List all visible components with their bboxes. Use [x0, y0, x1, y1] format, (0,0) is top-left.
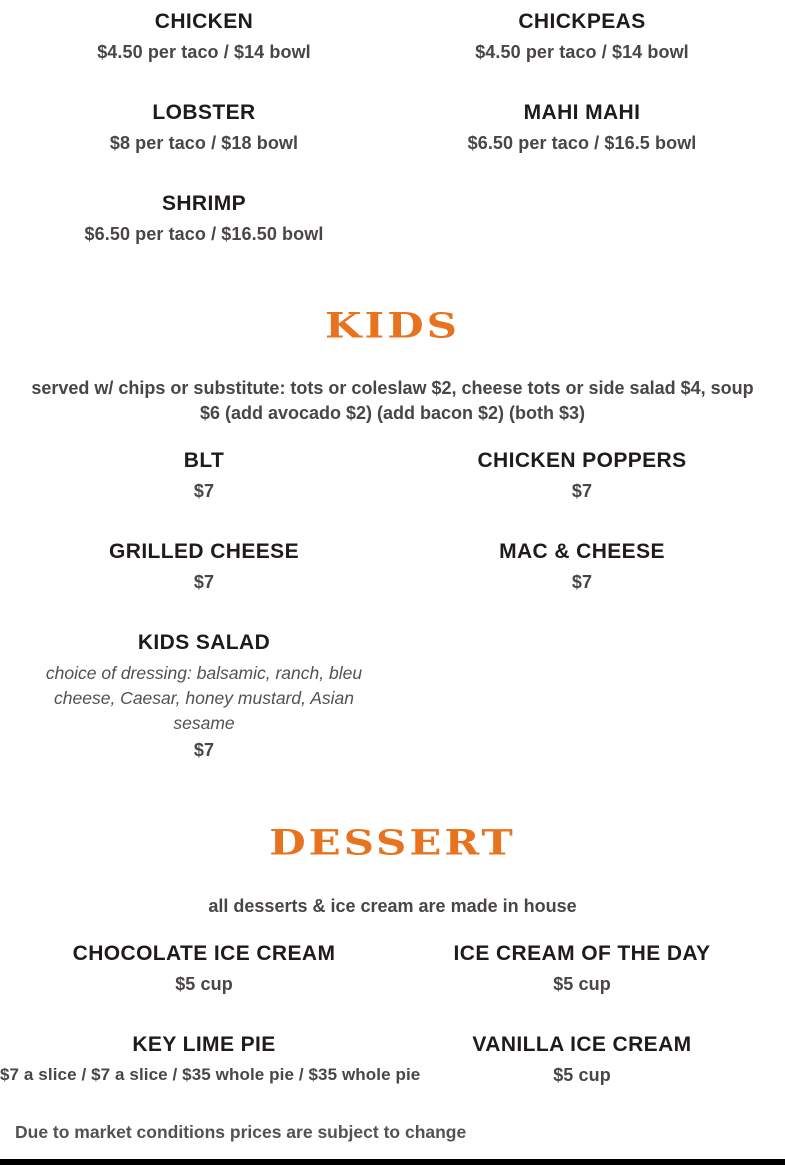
- item-price: $7: [193, 740, 215, 760]
- item-name: MAC & CHEESE: [499, 540, 665, 563]
- item-price: $5 cup: [553, 974, 611, 994]
- item-price: $4.50 per taco / $14 bowl: [475, 42, 689, 62]
- item-name: LOBSTER: [152, 101, 256, 124]
- menu-item-key-lime-pie: [0, 1033, 421, 1086]
- menu-item-grilled-cheese: [0, 540, 408, 593]
- item-price: $8 per taco / $18 bowl: [109, 133, 299, 153]
- item-name: SHRIMP: [161, 192, 247, 215]
- item-price: $7: [193, 481, 215, 501]
- section-title-dessert: DESSERT: [269, 822, 516, 863]
- menu-item-mahi-mahi: [393, 101, 771, 154]
- item-price: $4.50 per taco / $14 bowl: [97, 42, 311, 62]
- item-price: $5 cup: [175, 974, 233, 994]
- item-price: $7: [571, 481, 593, 501]
- menu-item-chickpeas: [393, 10, 771, 63]
- item-description: choice of dressing: balsamic, ranch, bleu cheese, Caesar, honey mustard, Asian sesame: [45, 663, 363, 733]
- item-name: KIDS SALAD: [137, 631, 271, 654]
- menu-item-chicken-poppers: [393, 449, 771, 502]
- section-note-dessert: all desserts & ice cream are made in house: [208, 896, 577, 916]
- menu-item-lobster: [0, 101, 408, 154]
- item-name: CHOCOLATE ICE CREAM: [72, 942, 336, 965]
- menu-item-shrimp: [0, 192, 408, 245]
- item-name: MAHI MAHI: [523, 101, 641, 124]
- menu-item-chocolate-ice-cream: [0, 942, 408, 995]
- item-name: BLT: [183, 449, 225, 472]
- item-price: $5 cup: [553, 1065, 611, 1085]
- item-name: CHICKEN POPPERS: [477, 449, 687, 472]
- item-name: ICE CREAM OF THE DAY: [453, 942, 711, 965]
- menu-item-chicken: [0, 10, 408, 63]
- bottom-divider: [0, 1159, 785, 1165]
- item-name: CHICKEN: [154, 10, 254, 33]
- item-name: CHICKPEAS: [518, 10, 646, 33]
- menu-item-ice-cream-of-the-day: [393, 942, 771, 995]
- item-name: VANILLA ICE CREAM: [472, 1033, 692, 1056]
- price-disclaimer: Due to market conditions prices are subject to change: [15, 1122, 467, 1142]
- section-note-kids: served w/ chips or substitute: tots or coleslaw $2, cheese tots or side salad $4, soup $6 (add avocado $2) (add bacon $2) (both $3): [31, 378, 754, 423]
- menu-item-mac-and-cheese: [393, 540, 771, 593]
- item-price: $6.50 per taco / $16.5 bowl: [467, 133, 697, 153]
- menu-item-blt: [0, 449, 408, 502]
- menu-item-vanilla-ice-cream: [393, 1033, 771, 1086]
- item-name: KEY LIME PIE: [132, 1033, 276, 1056]
- item-name: GRILLED CHEESE: [109, 540, 299, 563]
- item-price: $7: [571, 572, 593, 592]
- item-price: $7 a slice / $7 a slice / $35 whole pie / $35 whole pie: [0, 1065, 421, 1084]
- item-price: $7: [193, 572, 215, 592]
- item-price: $6.50 per taco / $16.50 bowl: [84, 224, 324, 244]
- menu-item-kids-salad: [0, 631, 408, 761]
- section-title-kids: KIDS: [325, 305, 460, 346]
